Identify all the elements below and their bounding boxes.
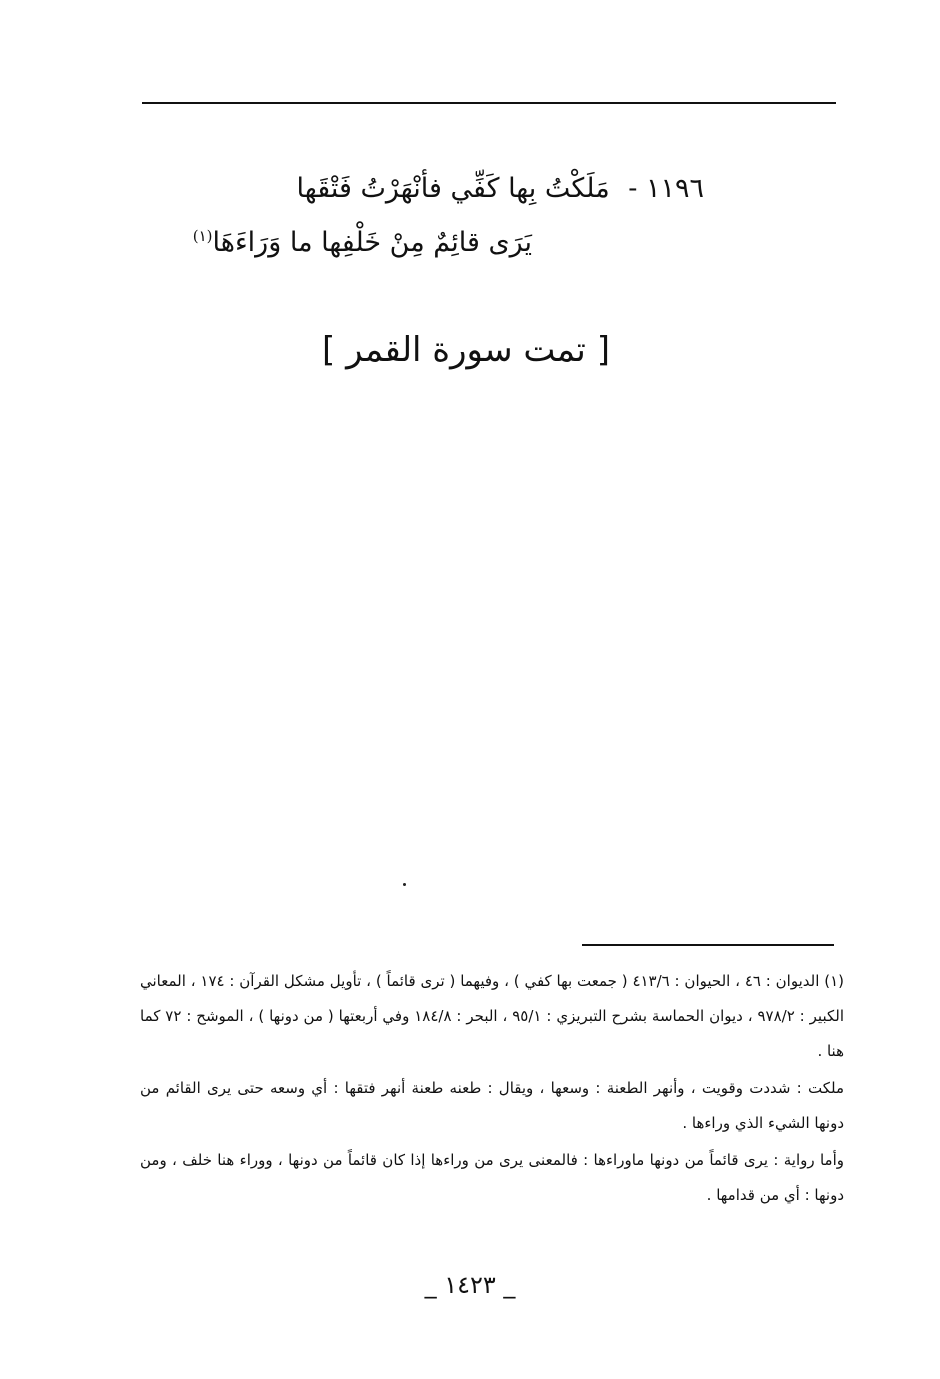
header-rule — [142, 102, 836, 104]
footnotes — [140, 964, 844, 1215]
footnote-rule — [582, 944, 834, 946]
verse-line-1 — [297, 172, 704, 206]
footnote-marker: (١) — [192, 227, 213, 245]
footnote-vocabulary: ملكت : شددت وقويت ، وأنهر الطعنة : وسعها ، ويقال : طعنه طعنة أنهر فتقها : أي وسعه حتى يرى القائم من دونها الشيء الذي وراءها . — [140, 1079, 844, 1132]
scan-speck — [403, 883, 406, 886]
verse-first-hemistich: مَلَكْتُ بِها كَفِّي فأنْهَرْتُ فَتْقَها — [296, 173, 610, 204]
verse-line-2 — [193, 226, 532, 260]
surah-end-title: [ تمت سورة القمر ] — [322, 330, 610, 370]
verse-second-hemistich: يَرَى قائِمٌ مِنْ خَلْفِها ما وَرَاءَهَا — [212, 227, 532, 258]
footnote-variant-reading: وأما رواية : يرى قائماً من دونها ماوراءها : فالمعنى يرى من وراءها إذا كان قائماً من دونها ، ووراء هنا خلف ، ومن دونها : أي من قدامها . — [140, 1151, 844, 1204]
footnote-sources: (١) الديوان : ٤٦ ، الحيوان : ٤١٣/٦ ( جمعت بها كفي ) ، وفيهما ( ترى قائماً ) ، تأويل مشكل القرآن : ١٧٤ ، المعاني الكبير : ٩٧٨/٢ ، ديوان الحماسة بشرح التبريزي : ٩٥/١ ، البحر : ١٨٤/٨ وفي أربعتها ( من دونها ) ، الموشح : ٧٢ كما هنا . — [140, 972, 844, 1060]
page-number: _ ١٤٢٣ _ — [424, 1271, 516, 1299]
verse-number: ١١٩٦ - — [628, 173, 704, 204]
